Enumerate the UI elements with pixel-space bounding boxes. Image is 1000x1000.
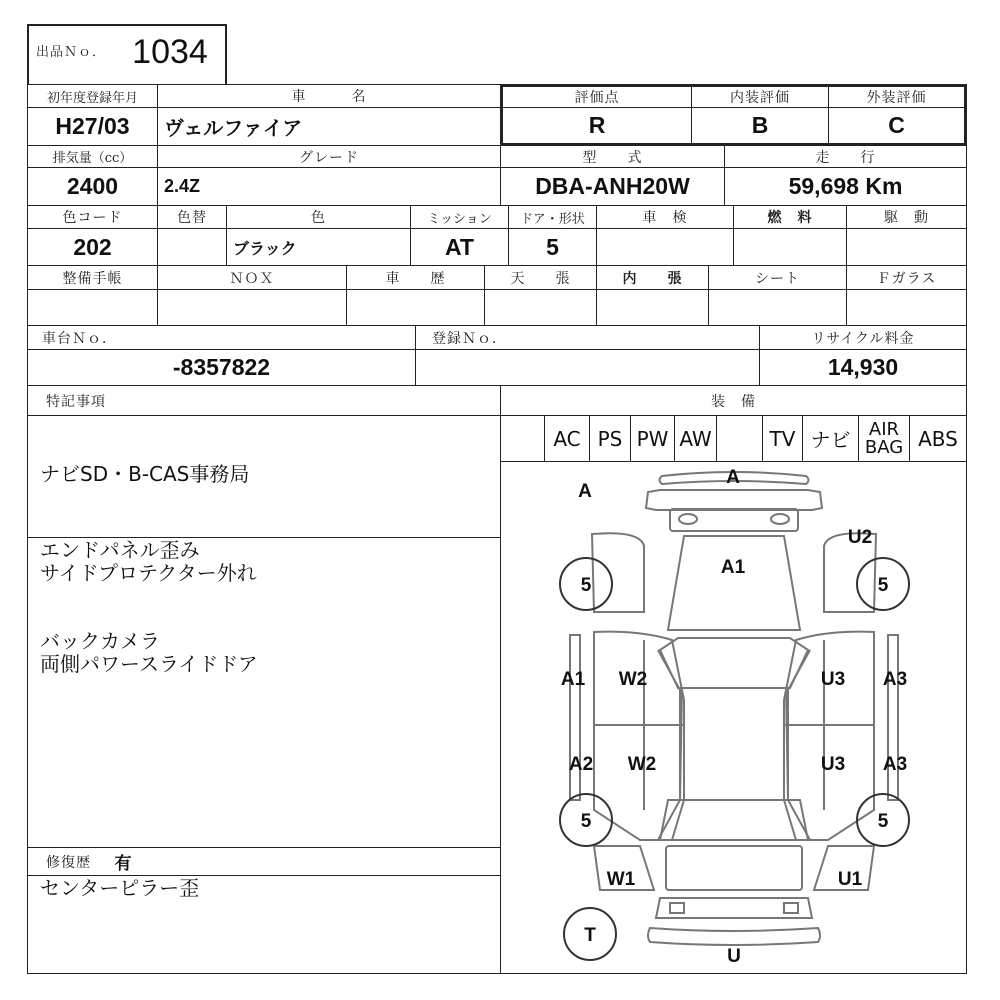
score-label: 評価点 (574, 90, 620, 106)
mileage-label: 走 行 (815, 149, 876, 166)
damage-left-rear-door: W2 (627, 754, 657, 775)
roof-label: 天 張 (510, 270, 571, 287)
equip-navi: ナビ (810, 428, 851, 452)
equip-ac: AC (553, 426, 581, 451)
score-value: R (588, 112, 606, 138)
car-name-value: ヴェルファイア (164, 116, 303, 140)
remark-line-4: バックカメラ (40, 629, 160, 653)
equip-aw: AW (679, 426, 712, 451)
repair-value: 有 (114, 854, 132, 874)
drive-label: 駆 動 (884, 210, 929, 226)
displacement-value: 2400 (66, 173, 119, 199)
recycle-label: リサイクル料金 (811, 330, 915, 347)
tire-front-right: 5 (877, 575, 889, 596)
lot-label: 出品Ｎｏ． (36, 44, 107, 60)
history-label: 車 歴 (385, 270, 446, 287)
damage-left-rear-pillar: A2 (568, 754, 594, 775)
repair-label: 修復歴 (46, 854, 91, 871)
service-book-label: 整備手帳 (62, 270, 123, 287)
equip-ps: PS (597, 426, 623, 451)
interior-label: 内装評価 (730, 90, 790, 106)
damage-rear: U (727, 946, 741, 967)
damage-right-rear-pillar: A3 (882, 754, 908, 775)
tire-rear-left: 5 (580, 811, 592, 832)
tire-rear-right: 5 (877, 811, 889, 832)
color-code-label: 色コード (62, 210, 123, 226)
mileage-value: 59,698 Km (788, 173, 903, 199)
model-value: DBA-ANH20W (535, 173, 690, 199)
chassis-value: -8357822 (172, 354, 271, 380)
equip-pw: PW (636, 426, 669, 451)
model-label: 型 式 (582, 149, 643, 166)
color-change-label: 色替 (177, 210, 207, 226)
damage-left-front-pillar: A1 (560, 669, 586, 690)
lot-number: 1034 (132, 32, 208, 71)
grade-label: グレード (299, 149, 359, 166)
damage-right-front-door: U3 (820, 669, 846, 690)
grade-value: 2.4Z (164, 176, 201, 196)
equip-tv: TV (769, 426, 796, 451)
color-value: ブラック (233, 238, 297, 258)
recycle-value: 14,930 (827, 354, 899, 380)
mission-label: ミッション (427, 211, 492, 227)
equipment-label: 装 備 (711, 393, 756, 410)
damage-right-fender: U2 (847, 527, 873, 548)
repair-note: センターピラー歪 (40, 876, 200, 900)
damage-left-rear: W1 (606, 869, 636, 890)
car-diagram (501, 462, 966, 973)
inner-trim-label: 内 張 (622, 270, 683, 287)
chassis-label: 車台Ｎｏ． (42, 330, 117, 347)
fuel-label: 燃 料 (767, 210, 813, 226)
damage-right-rear-door: U3 (820, 754, 846, 775)
nox-label: ＮＯＸ (229, 270, 275, 287)
door-value: 5 (546, 233, 559, 260)
equip-abs: ABS (918, 426, 958, 451)
seat-label: シート (755, 270, 800, 287)
reg-no-label: 登録Ｎｏ． (432, 330, 507, 347)
first-reg-label: 初年度登録年月 (46, 90, 138, 106)
color-code-value: 202 (73, 233, 112, 260)
equip-airbag: AIR BAG (864, 418, 904, 458)
exterior-value: C (888, 112, 905, 138)
damage-hood: A1 (720, 557, 746, 578)
displacement-label: 排気量（cc） (52, 151, 133, 166)
car-name-label: 車 名 (291, 89, 367, 105)
damage-right-front-pillar: A3 (882, 669, 908, 690)
remark-line-5: 両側パワースライドドア (40, 652, 258, 676)
remarks-label: 特記事項 (46, 393, 106, 410)
damage-front: A (726, 467, 740, 488)
color-label: 色 (311, 210, 326, 226)
glass-label: Ｆガラス (876, 270, 937, 287)
remark-line-1: ナビSD・B-CAS事務局 (40, 462, 250, 486)
door-label: ドア・形状 (520, 211, 585, 227)
spare-tire: T (584, 925, 596, 946)
first-reg-value: H27/03 (55, 113, 130, 139)
inspection-label: 車 検 (642, 210, 688, 226)
damage-front-left: A (578, 481, 592, 502)
exterior-label: 外装評価 (866, 90, 927, 106)
remark-line-2: エンドパネル歪み (40, 538, 200, 562)
interior-value: B (751, 112, 769, 138)
mission-value: AT (445, 233, 474, 260)
tire-front-left: 5 (580, 575, 592, 596)
remark-line-3: サイドプロテクター外れ (40, 561, 257, 585)
damage-left-front-door: W2 (618, 669, 648, 690)
damage-right-rear: U1 (837, 869, 863, 890)
